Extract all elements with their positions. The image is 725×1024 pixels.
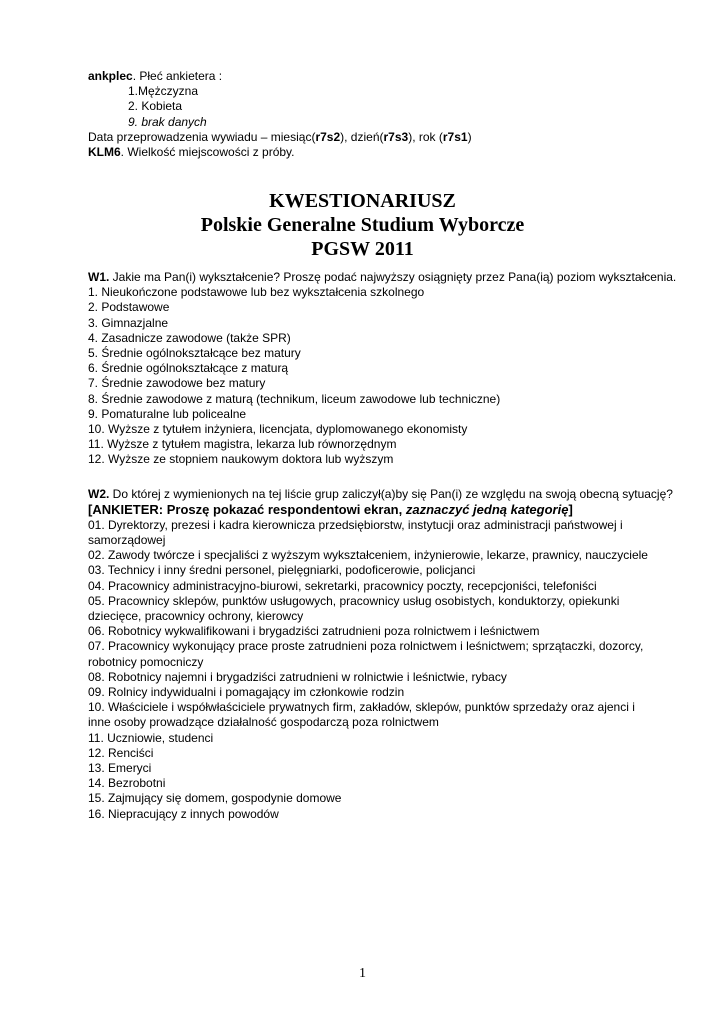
title-line-3: PGSW 2011 xyxy=(311,238,414,260)
date-line xyxy=(88,130,648,145)
answer-option: 02. Zawody twórcze i specjaliści z wyższym wykształceniem, inżynierowie, lekarze, prawnicy, nauczyciele xyxy=(88,548,648,563)
answer-option: 2. Podstawowe xyxy=(88,300,170,315)
question-body: Jakie ma Pan(i) wykształcenie? Proszę podać najwyższy osiągnięty przez Pana(ią) poziom wykształcenia. xyxy=(109,270,677,284)
answer-option: 12. Renciści xyxy=(88,745,154,760)
month-code: r7s2 xyxy=(315,129,341,144)
answer-option: 9. Pomaturalne lub policealne xyxy=(88,406,247,421)
answer-option: 15. Zajmujący się domem, gospodynie domowe xyxy=(88,791,342,806)
answer-option: 07. Pracownicy wykonujący prace proste zatrudnieni poza rolnictwem i leśnictwem; sprzątaczki, dozorcy, robotnicy pomocniczy xyxy=(88,639,644,669)
document-title xyxy=(0,189,725,261)
answer-option: 01. Dyrektorzy, prezesi i kadra kierownicza przedsiębiorstw, instytucji oraz administracji państwowej i samorządowej xyxy=(88,517,623,547)
date-text: Data przeprowadzenia wywiadu – miesiąc( xyxy=(88,129,316,144)
answer-option: 06. Robotnicy wykwalifikowani i brygadziści zatrudnieni poza rolnictwem i leśnictwem xyxy=(88,624,540,639)
header-block xyxy=(88,69,648,160)
page-number: 1 xyxy=(359,966,366,981)
answer-option: 11. Uczniowie, studenci xyxy=(88,730,214,745)
title-line-2: Polskie Generalne Studium Wyborcze xyxy=(200,214,525,236)
gender-option: 2. Kobieta xyxy=(128,99,183,114)
missing-option: 9. brak danych xyxy=(128,114,207,129)
answer-option: 7. Średnie zawodowe bez matury xyxy=(88,376,266,391)
gender-option: 1.Mężczyzna xyxy=(128,84,199,99)
answer-option: 16. Niepracujący z innych powodów xyxy=(88,806,279,821)
question-w2-text xyxy=(88,487,673,502)
year-code: r7s1 xyxy=(442,129,468,144)
question-w1-text xyxy=(88,270,677,285)
question-w2 xyxy=(88,487,673,822)
instruction-italic: zaznaczyć jedną kategorię xyxy=(405,502,569,518)
answer-option: 04. Pracownicy administracyjno-biurowi, sekretarki, pracownicy poczty, recepcjoniści, telefoniści xyxy=(88,578,597,593)
date-text: ), rok ( xyxy=(408,129,443,144)
klm6-code: KLM6 xyxy=(88,145,121,160)
answer-option: 11. Wyższe z tytułem magistra, lekarza lub równorzędnym xyxy=(88,437,397,452)
klm6-text: . Wielkość miejscowości z próby. xyxy=(120,145,295,160)
klm6-line xyxy=(88,145,648,160)
answer-option: 10. Właściciele i współwłaściciele prywatnych firm, zakładów, sklepów, punktów sprzedaży oraz ajenci i inne osoby prowadzące działalność gospodarczą poza rolnictwem xyxy=(88,700,635,730)
answer-option: 13. Emeryci xyxy=(88,760,152,775)
answer-option: 6. Średnie ogólnokształcące z maturą xyxy=(88,361,289,376)
answer-option: 10. Wyższe z tytułem inżyniera, licencjata, dyplomowanego ekonomisty xyxy=(88,422,468,437)
answer-option: 8. Średnie zawodowe z maturą (technikum, liceum zawodowe lub techniczne) xyxy=(88,391,501,406)
answer-option: 1. Nieukończone podstawowe lub bez wykształcenia szkolnego xyxy=(88,285,425,300)
answer-option: 09. Rolnicy indywidualni i pomagający im członkowie rodzin xyxy=(88,684,405,699)
instruction-bold: [ANKIETER: Proszę pokazać respondentowi ekran, xyxy=(88,502,406,518)
answer-option: 05. Pracownicy sklepów, punktów usługowych, pracownicy usług osobistych, konduktorzy, opiekunki dziecięce, pracownicy ochrony, kierowcy xyxy=(88,593,620,623)
ankplec-text: . Płeć ankietera : xyxy=(132,69,223,83)
question-w1 xyxy=(88,270,677,468)
answer-option: 4. Zasadnicze zawodowe (także SPR) xyxy=(88,330,291,345)
answer-option: 5. Średnie ogólnokształcące bez matury xyxy=(88,346,301,361)
answer-option: 03. Technicy i inny średni personel, pielęgniarki, podoficerowie, policjanci xyxy=(88,563,476,578)
instruction-end: ] xyxy=(568,502,573,518)
ankplec-code: ankplec xyxy=(88,69,133,83)
ankplec-line xyxy=(88,69,648,84)
day-code: r7s3 xyxy=(383,129,409,144)
question-code: W1. xyxy=(88,270,110,284)
answer-option: 08. Robotnicy najemni i brygadziści zatrudnieni w rolnictwie i leśnictwie, rybacy xyxy=(88,669,507,684)
date-text: ), dzień( xyxy=(340,129,384,144)
question-body: Do której z wymienionych na tej liście grup zaliczył(a)by się Pan(i) ze względu na swoją obecną sytuację? xyxy=(109,487,673,501)
interviewer-instruction xyxy=(88,502,648,518)
answer-option: 14. Bezrobotni xyxy=(88,776,166,791)
answer-option: 3. Gimnazjalne xyxy=(88,315,169,330)
question-code: W2. xyxy=(88,487,110,501)
answer-option: 12. Wyższe ze stopniem naukowym doktora lub wyższym xyxy=(88,452,394,467)
title-line-1: KWESTIONARIUSZ xyxy=(269,190,456,212)
date-text: ) xyxy=(467,129,472,144)
